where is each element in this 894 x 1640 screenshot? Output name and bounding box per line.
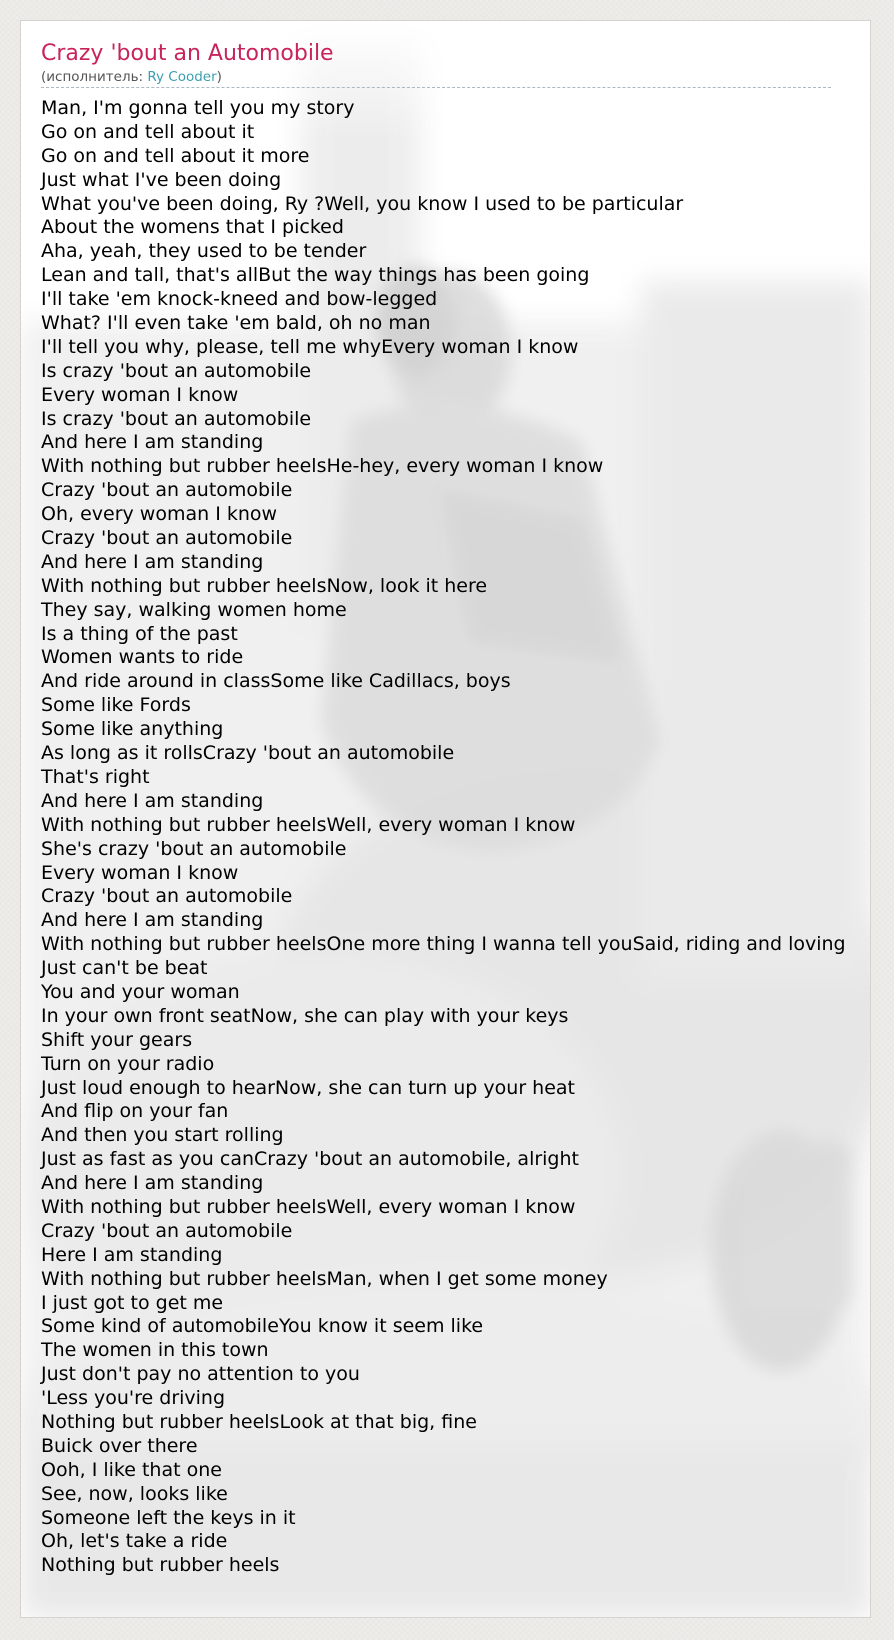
lyric-line: Here I am standing bbox=[41, 1243, 223, 1266]
lyric-line: Is crazy 'bout an automobile bbox=[41, 407, 312, 430]
lyric-line: Crazy 'bout an automobile bbox=[41, 885, 293, 908]
lyric-line: I just got to get me bbox=[41, 1291, 224, 1314]
lyric-line: They say, walking women home bbox=[41, 598, 347, 621]
lyric-line: And here I am standing bbox=[41, 909, 264, 932]
lyric-line: Go on and tell about it more bbox=[41, 144, 310, 167]
lyric-line: Is a thing of the past bbox=[41, 622, 238, 645]
lyric-line: Ooh, I like that one bbox=[41, 1458, 222, 1481]
lyric-line: And here I am standing bbox=[41, 789, 264, 812]
lyric-line: See, now, looks like bbox=[41, 1482, 228, 1505]
lyric-line: Just don't pay no attention to you bbox=[41, 1363, 360, 1386]
lyric-line: Aha, yeah, they used to be tender bbox=[41, 240, 367, 263]
lyric-line: With nothing but rubber heelsNow, look it here bbox=[41, 574, 488, 597]
lyric-line: About the womens that I picked bbox=[41, 216, 344, 239]
lyric-line: And then you start rolling bbox=[41, 1124, 284, 1147]
lyric-line: Crazy 'bout an automobile bbox=[41, 527, 293, 550]
lyric-line: Some like anything bbox=[41, 718, 224, 741]
lyric-line: Some like Fords bbox=[41, 694, 191, 717]
lyric-line: Every woman I know bbox=[41, 861, 239, 884]
lyric-line: What? I'll even take 'em bald, oh no man bbox=[41, 312, 431, 335]
artist-suffix: ) bbox=[216, 69, 222, 85]
lyric-line: She's crazy 'bout an automobile bbox=[41, 837, 347, 860]
lyric-line: As long as it rollsCrazy 'bout an automobile bbox=[41, 742, 455, 765]
lyric-line: And here I am standing bbox=[41, 1172, 264, 1195]
lyric-line: With nothing but rubber heelsHe-hey, every woman I know bbox=[41, 455, 604, 478]
lyric-line: With nothing but rubber heelsOne more thing I wanna tell youSaid, riding and loving bbox=[41, 933, 846, 956]
lyric-line: Just loud enough to hearNow, she can turn up your heat bbox=[41, 1076, 575, 1099]
lyric-line: With nothing but rubber heelsMan, when I get some money bbox=[41, 1267, 608, 1290]
lyric-line: With nothing but rubber heelsWell, every woman I know bbox=[41, 813, 576, 836]
lyric-line: In your own front seatNow, she can play with your keys bbox=[41, 1004, 569, 1027]
lyrics-body bbox=[41, 97, 871, 1578]
lyric-line: You and your woman bbox=[41, 980, 240, 1003]
lyric-line: Every woman I know bbox=[41, 383, 239, 406]
artist-prefix: (исполнитель: bbox=[41, 69, 148, 85]
lyric-line: Is crazy 'bout an automobile bbox=[41, 359, 312, 382]
lyric-line: Oh, every woman I know bbox=[41, 503, 278, 526]
lyrics-card bbox=[20, 20, 871, 1618]
lyric-line: The women in this town bbox=[41, 1339, 269, 1362]
lyric-line: What you've been doing, Ry ?Well, you know I used to be particular bbox=[41, 192, 684, 215]
lyric-line: Some kind of automobileYou know it seem like bbox=[41, 1315, 484, 1338]
lyric-line: Just as fast as you canCrazy 'bout an automobile, alright bbox=[41, 1148, 579, 1171]
lyric-line: Nothing but rubber heelsLook at that big, fine bbox=[41, 1410, 477, 1433]
lyric-line: With nothing but rubber heelsWell, every woman I know bbox=[41, 1195, 576, 1218]
artist-link[interactable]: Ry Cooder bbox=[147, 69, 217, 85]
lyric-line: Man, I'm gonna tell you my story bbox=[41, 97, 355, 119]
lyric-line: Go on and tell about it bbox=[41, 120, 255, 143]
song-title: Crazy 'bout an Automobile bbox=[41, 41, 334, 66]
song-content bbox=[41, 39, 871, 1578]
lyric-line: And flip on your fan bbox=[41, 1100, 229, 1123]
lyric-line: Women wants to ride bbox=[41, 646, 244, 669]
lyric-line: Someone left the keys in it bbox=[41, 1506, 296, 1529]
lyric-line: That's right bbox=[41, 765, 150, 788]
lyric-line: 'Less you're driving bbox=[41, 1387, 226, 1410]
lyric-line: Shift your gears bbox=[41, 1028, 193, 1051]
lyric-line: Just what I've been doing bbox=[41, 168, 282, 191]
lyric-line: And ride around in classSome like Cadillacs, boys bbox=[41, 670, 511, 693]
lyric-line: Buick over there bbox=[41, 1434, 198, 1457]
lyric-line: I'll tell you why, please, tell me whyEvery woman I know bbox=[41, 335, 579, 358]
lyric-line: And here I am standing bbox=[41, 431, 264, 454]
lyric-line: Oh, let's take a ride bbox=[41, 1530, 228, 1553]
lyric-line: Crazy 'bout an automobile bbox=[41, 479, 293, 502]
lyric-line: And here I am standing bbox=[41, 550, 264, 573]
lyric-line: I'll take 'em knock-kneed and bow-legged bbox=[41, 288, 438, 311]
lyric-line: Lean and tall, that's allBut the way things has been going bbox=[41, 264, 590, 287]
lyric-line: Turn on your radio bbox=[41, 1052, 215, 1075]
lyric-line: Crazy 'bout an automobile bbox=[41, 1219, 293, 1242]
lyric-line: Nothing but rubber heels bbox=[41, 1554, 280, 1577]
artist-line bbox=[41, 69, 831, 88]
lyric-line: Just can't be beat bbox=[41, 957, 208, 980]
